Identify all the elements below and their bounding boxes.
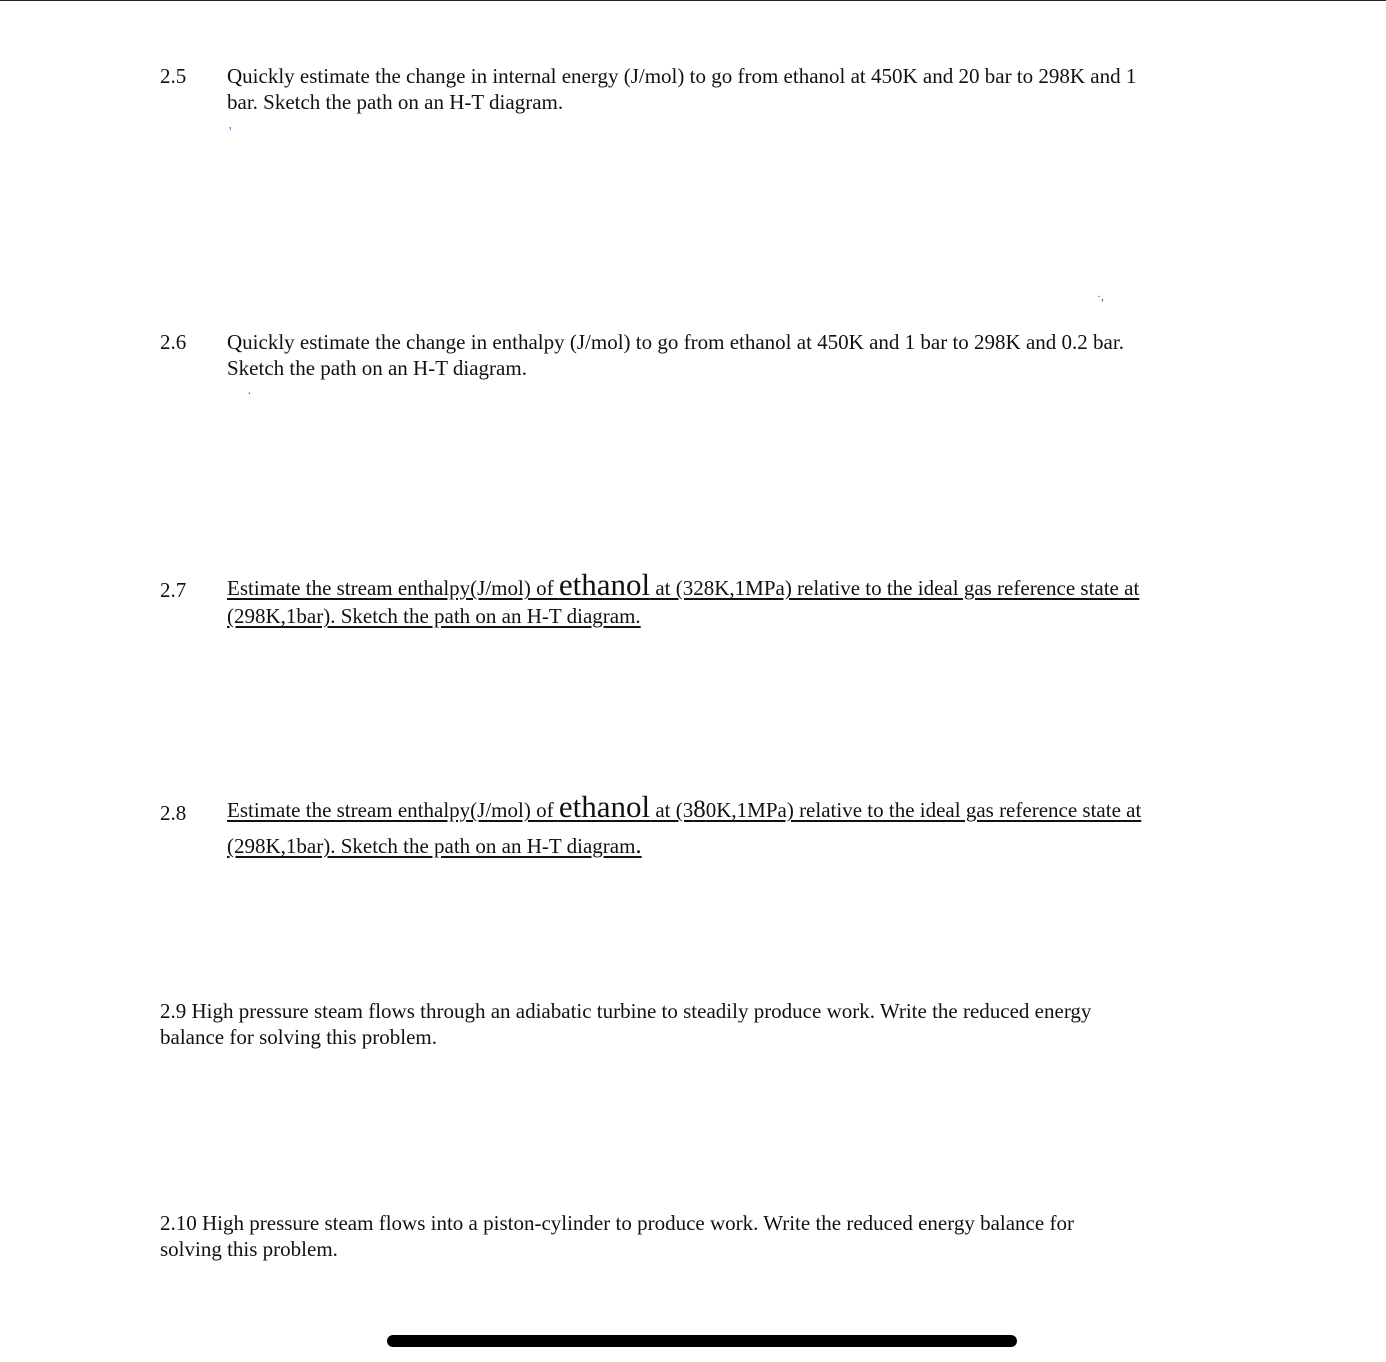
problem-text: [227, 567, 1237, 630]
problem-text: [227, 329, 1237, 381]
stray-dots-mark: ·,: [1097, 289, 1104, 303]
problem-text-line-1: Quickly estimate the change in enthalpy (J/mol) to go from ethanol at 450K and 1 bar to 298K and 0.2 bar.: [227, 330, 1124, 354]
problem-text: [227, 63, 1237, 115]
problem-text: [227, 789, 1237, 863]
problem-text-line-1: [227, 790, 1237, 827]
problem-text-line-1: 2.10 High pressure steam flows into a piston-cylinder to produce work. Write the reduced energy balance for: [160, 1211, 1074, 1235]
problem-number: 2.5: [160, 64, 187, 88]
text-segment: at (328K,1MPa) relative to the ideal gas reference state at: [650, 576, 1140, 600]
problem-number: 2.6: [160, 330, 187, 354]
problem-text: [160, 1210, 1200, 1262]
top-border-line: [0, 0, 1386, 1]
problem-text: [160, 998, 1200, 1050]
problem-text-line-2: solving this problem.: [160, 1237, 338, 1261]
blue-pen-mark: ': [229, 125, 232, 140]
problem-text-line-2: bar. Sketch the path on an H-T diagram.: [227, 90, 564, 114]
problem-text-line-1: [227, 567, 1237, 602]
home-indicator-bar[interactable]: [387, 1335, 1017, 1347]
problem-text-line-2: balance for solving this problem.: [160, 1025, 438, 1049]
text-segment: at (3: [650, 798, 694, 822]
problem-text-line-1: 2.9 High pressure steam flows through an adiabatic turbine to steadily produce work. Write the reduced energy: [160, 999, 1092, 1023]
enlarged-word: ethanol: [558, 567, 651, 602]
problem-number: 2.8: [160, 801, 187, 825]
problem-number: 2.7: [160, 578, 187, 602]
problem-text-line-2: [227, 829, 1237, 863]
text-segment: Estimate the stream enthalpy(J/mol) of: [227, 798, 559, 822]
text-segment: 0K,1MPa) relative to the ideal gas reference state at: [705, 798, 1142, 822]
text-segment: (298K,1bar). Sketch the path on an H-T diagram: [227, 834, 636, 858]
enlarged-period: .: [635, 832, 642, 859]
blue-pen-mark: ·: [247, 387, 252, 402]
text-segment: Estimate the stream enthalpy(J/mol) of: [227, 576, 559, 600]
enlarged-digit: 8: [693, 796, 706, 823]
enlarged-word: ethanol: [558, 789, 651, 824]
problem-text-line-2: Sketch the path on an H-T diagram.: [227, 356, 527, 380]
problem-text-line-2: (298K,1bar). Sketch the path on an H-T diagram.: [227, 604, 641, 628]
problem-text-line-1: Quickly estimate the change in internal energy (J/mol) to go from ethanol at 450K and 20 bar to 298K and 1: [227, 64, 1137, 88]
